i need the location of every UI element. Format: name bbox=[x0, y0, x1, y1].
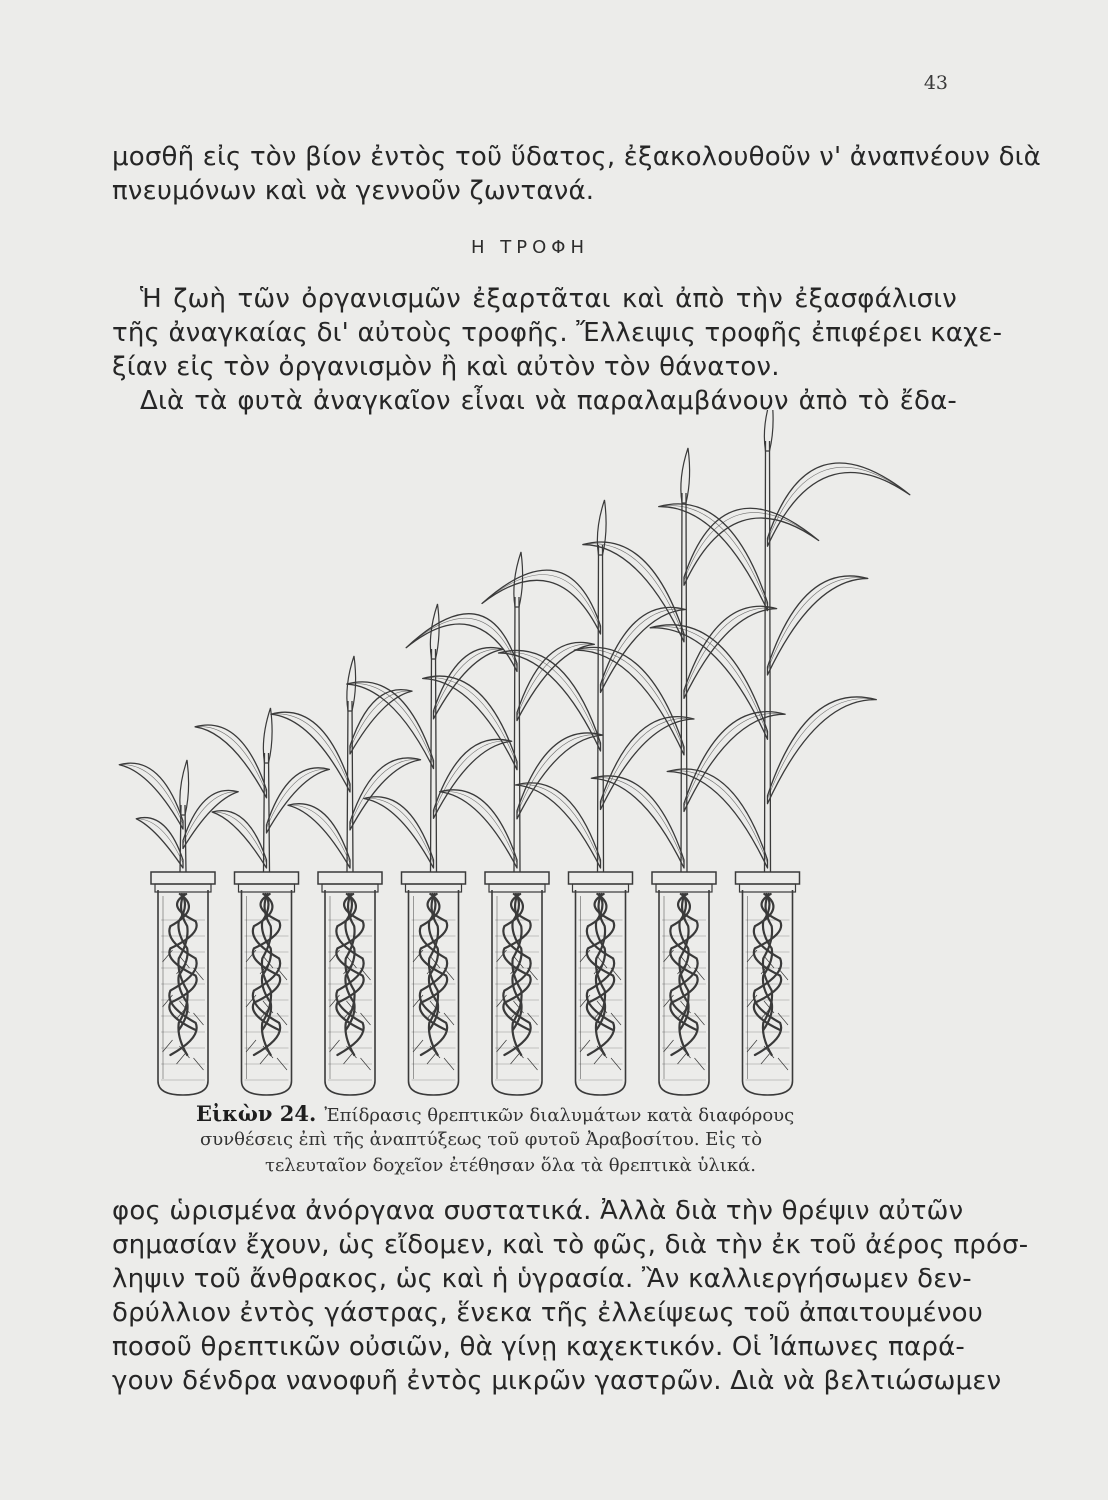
continuation-line-6: γουν δένδρα νανοφυῆ ἐντὸς μικρῶν γαστρῶν. Διὰ νὰ βελτιώσωμεν bbox=[112, 1366, 1002, 1396]
section-heading: Η ΤΡΟΦΗ bbox=[471, 237, 589, 258]
page-number: 43 bbox=[923, 72, 948, 94]
section-line-3: ξίαν εἰς τὸν ὀργανισμὸν ἢ καὶ αὐτὸν τὸν θάνατον. bbox=[112, 352, 780, 382]
figure-caption-line-3: τελευταῖον δοχεῖον ἐτέθησαν ὅλα τὰ θρεπτικὰ ὑλικά. bbox=[265, 1155, 756, 1176]
tube-plant-3 bbox=[271, 656, 421, 1095]
continuation-line-2: σημασίαν ἔχουν, ὡς εἴδομεν, καὶ τὸ φῶς, διὰ τὴν ἐκ τοῦ ἀέρος πρόσ- bbox=[112, 1230, 1029, 1260]
continuation-line-4: δρύλλιον ἐντὸς γάστρας, ἕνεκα τῆς ἐλλείψεως τοῦ ἀπαιτουμένου bbox=[112, 1298, 983, 1328]
continuation-line-5: ποσοῦ θρεπτικῶν οὐσιῶν, θὰ γίνῃ καχεκτικόν. Οἱ Ἰάπωνες παρά- bbox=[112, 1332, 966, 1362]
section-line-4: Διὰ τὰ φυτὰ ἀναγκαῖον εἶναι νὰ παραλαμβάνουν ἀπὸ τὸ ἔδα- bbox=[140, 386, 957, 416]
intro-line-2: πνευμόνων καὶ νὰ γεννοῦν ζωντανά. bbox=[112, 176, 595, 206]
section-line-2: τῆς ἀναγκαίας δι' αὐτοὺς τροφῆς. Ἔλλειψις τροφῆς ἐπιφέρει καχε- bbox=[112, 318, 1003, 348]
plants-in-tubes-drawing bbox=[108, 410, 958, 1100]
tube-plant-2 bbox=[195, 708, 329, 1095]
continuation-line-3: ληψιν τοῦ ἄνθρακος, ὡς καὶ ἡ ὑγρασία. Ἂν καλλιεργήσωμεν δεν- bbox=[112, 1264, 972, 1294]
figure-illustration bbox=[108, 410, 958, 1100]
tube-plant-7 bbox=[574, 448, 818, 1095]
figure-caption-text-1: Ἐπίδρασις θρεπτικῶν διαλυμάτων κατὰ διαφόρους bbox=[324, 1105, 795, 1126]
section-line-1: Ἡ ζωὴ τῶν ὀργανισμῶν ἐξαρτᾶται καὶ ἀπὸ τὴν ἐξασφάλισιν bbox=[140, 284, 957, 314]
continuation-line-1: φος ὡρισμένα ἀνόργανα συστατικά. Ἀλλὰ διὰ τὴν θρέψιν αὐτῶν bbox=[112, 1196, 964, 1226]
figure-caption-label: Εἰκὼν 24. bbox=[196, 1101, 317, 1126]
intro-line-1: μοσθῆ εἰς τὸν βίον ἐντὸς τοῦ ὕδατος, ἐξακολουθοῦν ν' ἀναπνέουν διὰ bbox=[112, 142, 1042, 172]
figure-caption-line-2: συνθέσεις ἐπὶ τῆς ἀναπτύξεως τοῦ φυτοῦ Ἀραβοσίτου. Εἰς τὸ bbox=[200, 1129, 763, 1150]
